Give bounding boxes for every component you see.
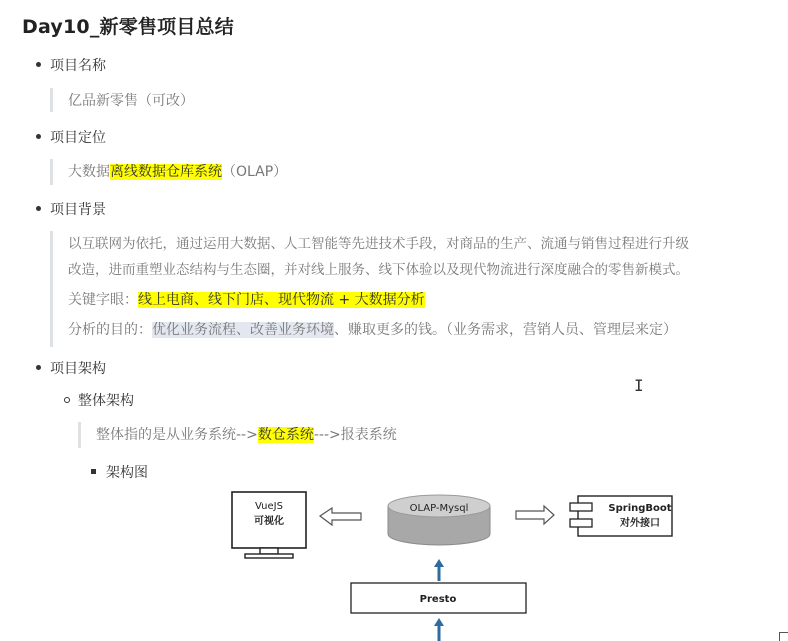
purpose-selected-text[interactable]: 优化业务流程、改善业务环境 [152, 322, 334, 338]
sub-quote-after: --->报表系统 [313, 427, 397, 443]
heading-overall-architecture: 整体架构 [78, 393, 134, 409]
heading-project-name: 项目名称 [50, 58, 106, 74]
purpose-rest: 、赚取更多的钱。（业务需求，营销人员、管理层来定） [334, 322, 677, 338]
springboot-component [566, 492, 676, 542]
text-cursor-icon: I [634, 376, 644, 395]
springboot-label: SpringBoot [608, 503, 672, 514]
vuejs-label: VueJS [255, 501, 283, 512]
page-title: Day10_新零售项目总结 [22, 16, 234, 38]
keywords-label: 关键字眼： [68, 292, 138, 308]
background-line-2: 改造，进而重塑业态结构与生态圈，并对线上服务、线下体验以及现代物流进行深度融合的零售新模式。 [68, 262, 689, 278]
bullet-project-positioning [50, 127, 106, 147]
component-icon [570, 496, 672, 536]
bullet-overall-architecture [78, 390, 134, 410]
purpose-label: 分析的目的： [68, 322, 152, 338]
architecture-diagram [228, 486, 558, 641]
resize-corner-icon[interactable] [779, 632, 788, 641]
keywords-highlight: 线上电商、线下门店、现代物流 + 大数据分析 [138, 292, 425, 308]
heading-project-architecture: 项目架构 [50, 361, 106, 377]
background-line-1: 以互联网为依托，通过运用大数据、人工智能等先进技术手段，对商品的生产、流通与销售过程进行升级 [68, 236, 689, 252]
bullet-project-architecture [50, 358, 106, 378]
quote-project-positioning [50, 159, 287, 185]
quote-project-background [50, 231, 768, 347]
quote-text-project-name: 亿品新零售（可改） [68, 93, 194, 109]
presto-label: Presto [419, 594, 457, 605]
hollow-left-arrow-icon [320, 508, 361, 525]
keywords-line [68, 287, 768, 313]
hollow-right-arrow-icon [516, 506, 554, 524]
heading-architecture-diagram: 架构图 [106, 465, 148, 481]
bullet-project-background [50, 199, 106, 219]
olap-mysql-label: OLAP-Mysql [409, 503, 469, 514]
external-api-label: 对外接口 [620, 518, 660, 529]
heading-project-background: 项目背景 [50, 202, 106, 218]
sub-quote-before: 整体指的是从业务系统--> [96, 427, 258, 443]
purpose-line[interactable] [68, 317, 768, 343]
highlight-dw-system: 数仓系统 [257, 427, 314, 443]
quote-overall-architecture [78, 422, 397, 448]
up-arrow-bottom-icon [434, 618, 444, 641]
highlight-offline-dw: 离线数据仓库系统 [110, 164, 222, 180]
visualization-label: 可视化 [254, 516, 284, 527]
bullet-architecture-diagram [106, 462, 148, 482]
quote-text-before: 大数据 [68, 164, 110, 180]
quote-project-name [50, 88, 194, 112]
up-arrow-icon [434, 559, 444, 581]
bullet-project-name [50, 55, 106, 75]
heading-project-positioning: 项目定位 [50, 130, 106, 146]
quote-text-after: （OLAP） [222, 164, 288, 180]
